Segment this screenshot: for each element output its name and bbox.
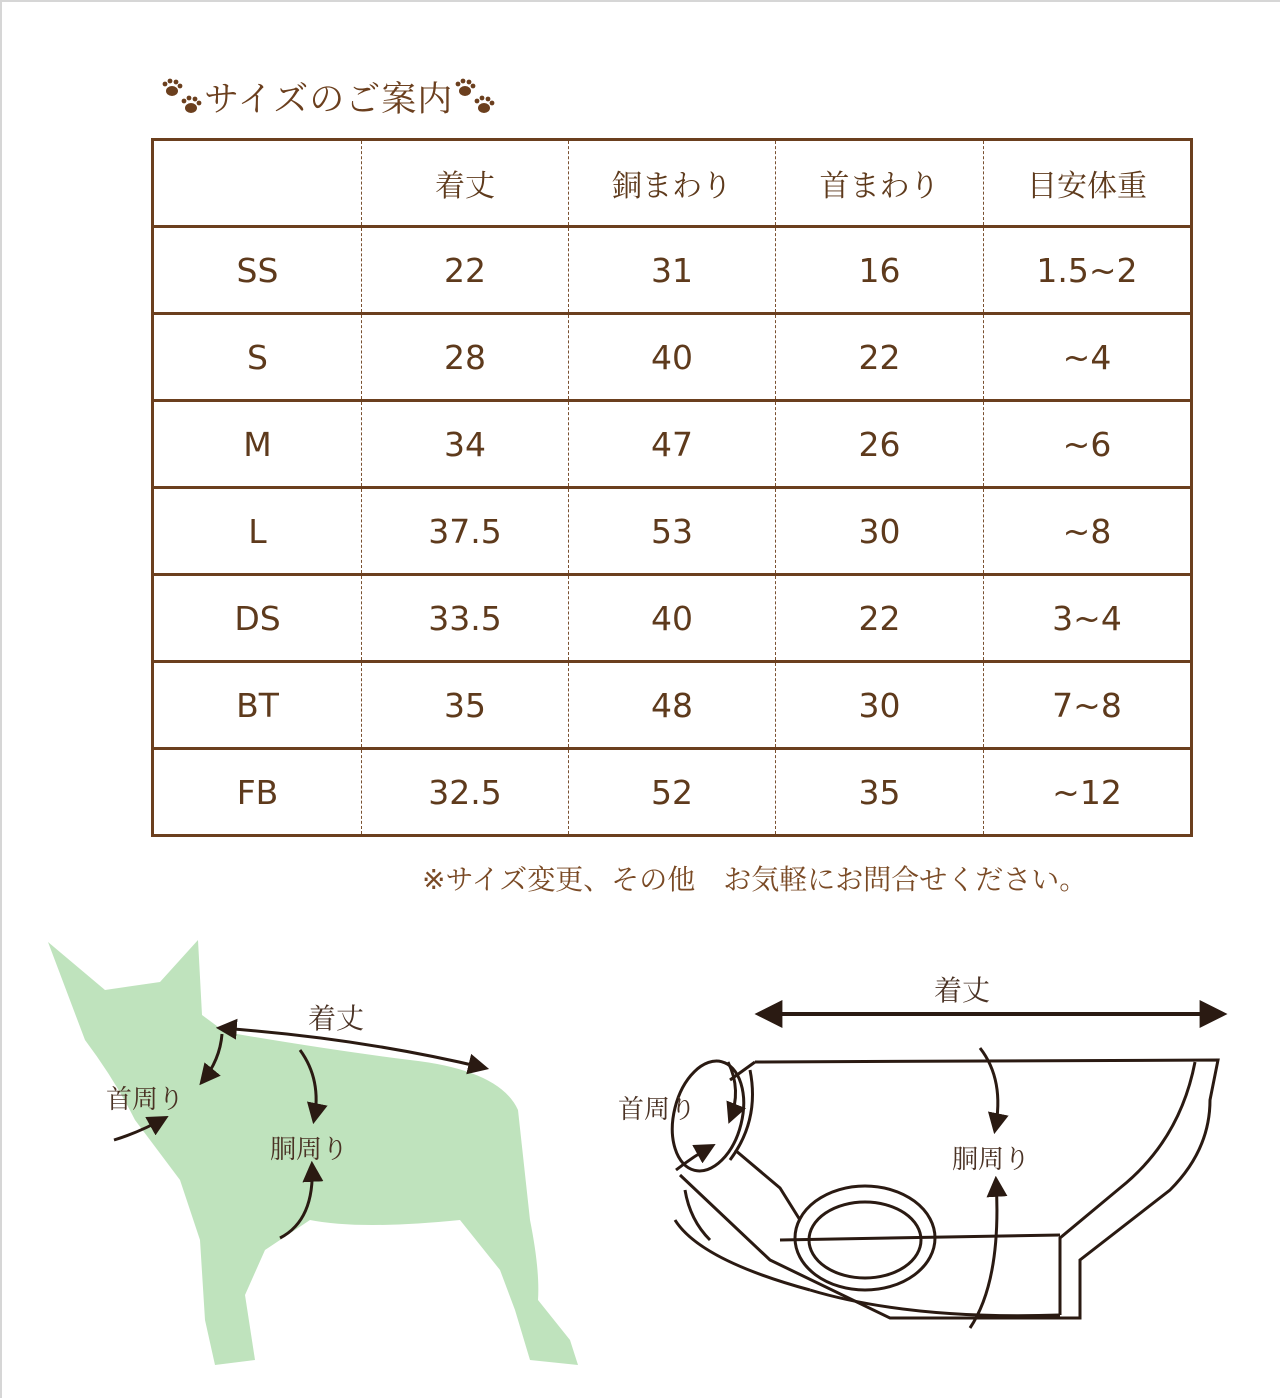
table-row [153,227,1192,314]
dog-neck-label: 首周り [106,1085,185,1115]
table-header-row [153,140,1192,227]
table-cell: 3~4 [984,575,1192,662]
table-cell: 22 [776,314,984,401]
table-cell: 7~8 [984,662,1192,749]
table-row [153,314,1192,401]
size-label-cell: BT [153,662,362,749]
table-cell: 22 [362,227,569,314]
table-cell: 33.5 [362,575,569,662]
table-cell: 52 [569,749,776,836]
header-cell: 銅まわり [569,140,776,227]
size-label-cell: M [153,401,362,488]
table-cell: ~6 [984,401,1192,488]
table-row [153,575,1192,662]
table-cell: 34 [362,401,569,488]
table-cell: 40 [569,314,776,401]
table-cell: 35 [362,662,569,749]
header-cell [153,140,362,227]
garment-body-label: 胴周り [952,1145,1031,1175]
page-title [160,72,497,122]
paw-print-icon [453,75,497,119]
table-cell: 35 [776,749,984,836]
table-cell: 30 [776,488,984,575]
header-cell: 目安体重 [984,140,1192,227]
garment-neck-arrow-bottom [676,1146,712,1170]
table-cell: ~12 [984,749,1192,836]
paw-print-icon [160,75,204,119]
garment-length-label: 着丈 [934,974,991,1007]
size-label-cell: L [153,488,362,575]
garment-neck-label: 首周り [618,1095,697,1125]
table-cell: 16 [776,227,984,314]
dog-measurement-figure [30,920,610,1390]
title-text: サイズのご案内 [204,80,454,120]
table-cell: 22 [776,575,984,662]
table-cell: 28 [362,314,569,401]
table-cell: 31 [569,227,776,314]
table-row [153,401,1192,488]
table-cell: 30 [776,662,984,749]
size-table [151,138,1193,837]
table-cell: 47 [569,401,776,488]
table-cell: 26 [776,401,984,488]
table-cell: ~8 [984,488,1192,575]
size-label-cell: S [153,314,362,401]
header-cell: 着丈 [362,140,569,227]
size-label-cell: FB [153,749,362,836]
table-cell: 40 [569,575,776,662]
table-cell: 48 [569,662,776,749]
garment-measurement-figure [610,920,1250,1390]
size-label-cell: DS [153,575,362,662]
size-label-cell: SS [153,227,362,314]
header-cell: 首まわり [776,140,984,227]
dog-body-label: 胴周り [270,1135,349,1165]
table-row [153,488,1192,575]
garment-outline [675,1060,1218,1318]
table-cell: 1.5~2 [984,227,1192,314]
table-cell: 37.5 [362,488,569,575]
table-row [153,662,1192,749]
table-cell: 32.5 [362,749,569,836]
garment-body-arrow-bottom [970,1180,997,1328]
table-row [153,749,1192,836]
table-cell: 53 [569,488,776,575]
contact-note: ※サイズ変更、その他 お気軽にお問合せください。 [422,863,1088,896]
dog-length-label: 着丈 [308,1002,365,1035]
table-cell: ~4 [984,314,1192,401]
